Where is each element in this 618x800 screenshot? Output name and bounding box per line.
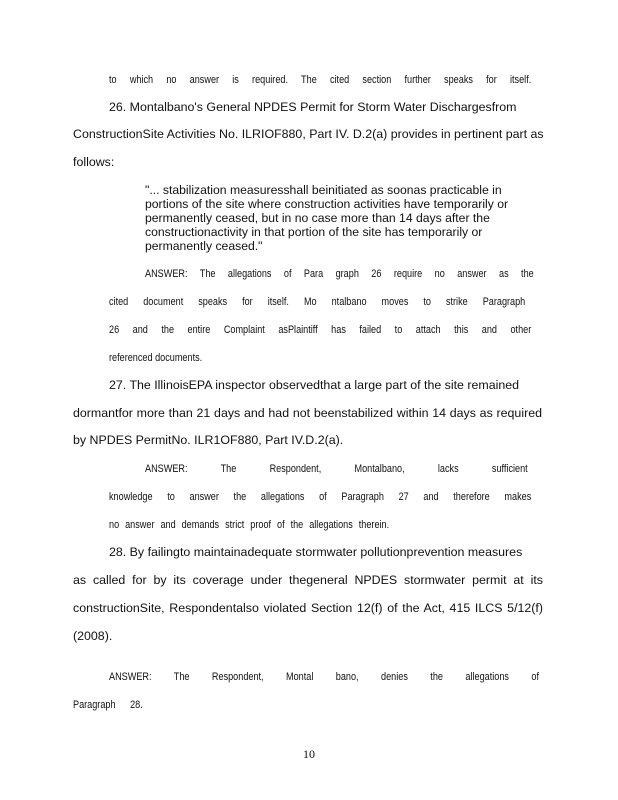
paragraph-26-line-3: follows: (73, 155, 115, 169)
answer-28-line-2: Paragraph 28. (73, 699, 143, 711)
paragraph-26-line-2: ConstructionSite Activities No. ILRIOF880, Part IV. D.2(a) provides in pertinent part as (73, 127, 544, 141)
paragraph-27-line-3: by NPDES PermitNo. ILR1OF880, Part IV.D.2(a). (73, 433, 344, 447)
answer-28-line-1: ANSWER: The Respondent, Montal bano, denies the allegations of (109, 671, 539, 683)
answer-26-line-2: cited document speaks for itself. Mo ntalbano moves to strike Paragraph (109, 296, 526, 308)
paragraph-28-line-1: 28. By failingto maintainadequate stormwater pollutionprevention measures (109, 545, 523, 559)
paragraph-26-line-1: 26. Montalbano's General NPDES Permit for Storm Water Dischargesfrom (109, 100, 517, 114)
paragraph-27-line-1: 27. The IllinoisEPA inspector observedthat a large part of the site remained (109, 378, 520, 392)
paragraph-28-line-3: constructionSite, Respondentalso violated Section 12(f) of the Act, 415 ILCS 5/12(f) (73, 601, 543, 615)
answer-27-line-2: knowledge to answer the allegations of Paragraph 27 and therefore makes (109, 491, 532, 503)
block-quote-line-5: permanently ceased." (145, 239, 263, 253)
block-quote-line-4: constructionactivity in that portion of the site has temporarily or (145, 225, 483, 239)
paragraph-28-line-2: as called for by its coverage under thegeneral NPDES stormwater permit at its (73, 573, 543, 587)
answer-26-line-4: referenced documents. (109, 352, 203, 364)
block-quote-line-3: permanently ceased, but in no case more than 14 days after the (145, 211, 490, 225)
answer-25-continuation: to which no answer is required. The cited section further speaks for itself. (109, 74, 532, 86)
paragraph-28-line-4: (2008). (73, 629, 113, 643)
block-quote-line-2: portions of the site where construction activities have temporarily or (145, 197, 509, 211)
answer-26-line-3: 26 and the entire Complaint asPlaintiff has failed to attach this and other (109, 324, 532, 336)
answer-27-line-3: no answer and demands strict proof of the allegations therein. (109, 519, 390, 531)
paragraph-27-line-2: dormantfor more than 21 days and had not beenstabilized within 14 days as required (73, 406, 542, 420)
answer-27-line-1: ANSWER: The Respondent, Montalbano, lacks sufficient (145, 463, 528, 475)
block-quote-line-1: "... stabilization measuresshall beinitiated as soonas practicable in (145, 183, 502, 197)
answer-26-line-1: ANSWER: The allegations of Para graph 26 require no answer as the (145, 268, 534, 280)
page-number: 10 (303, 747, 315, 761)
